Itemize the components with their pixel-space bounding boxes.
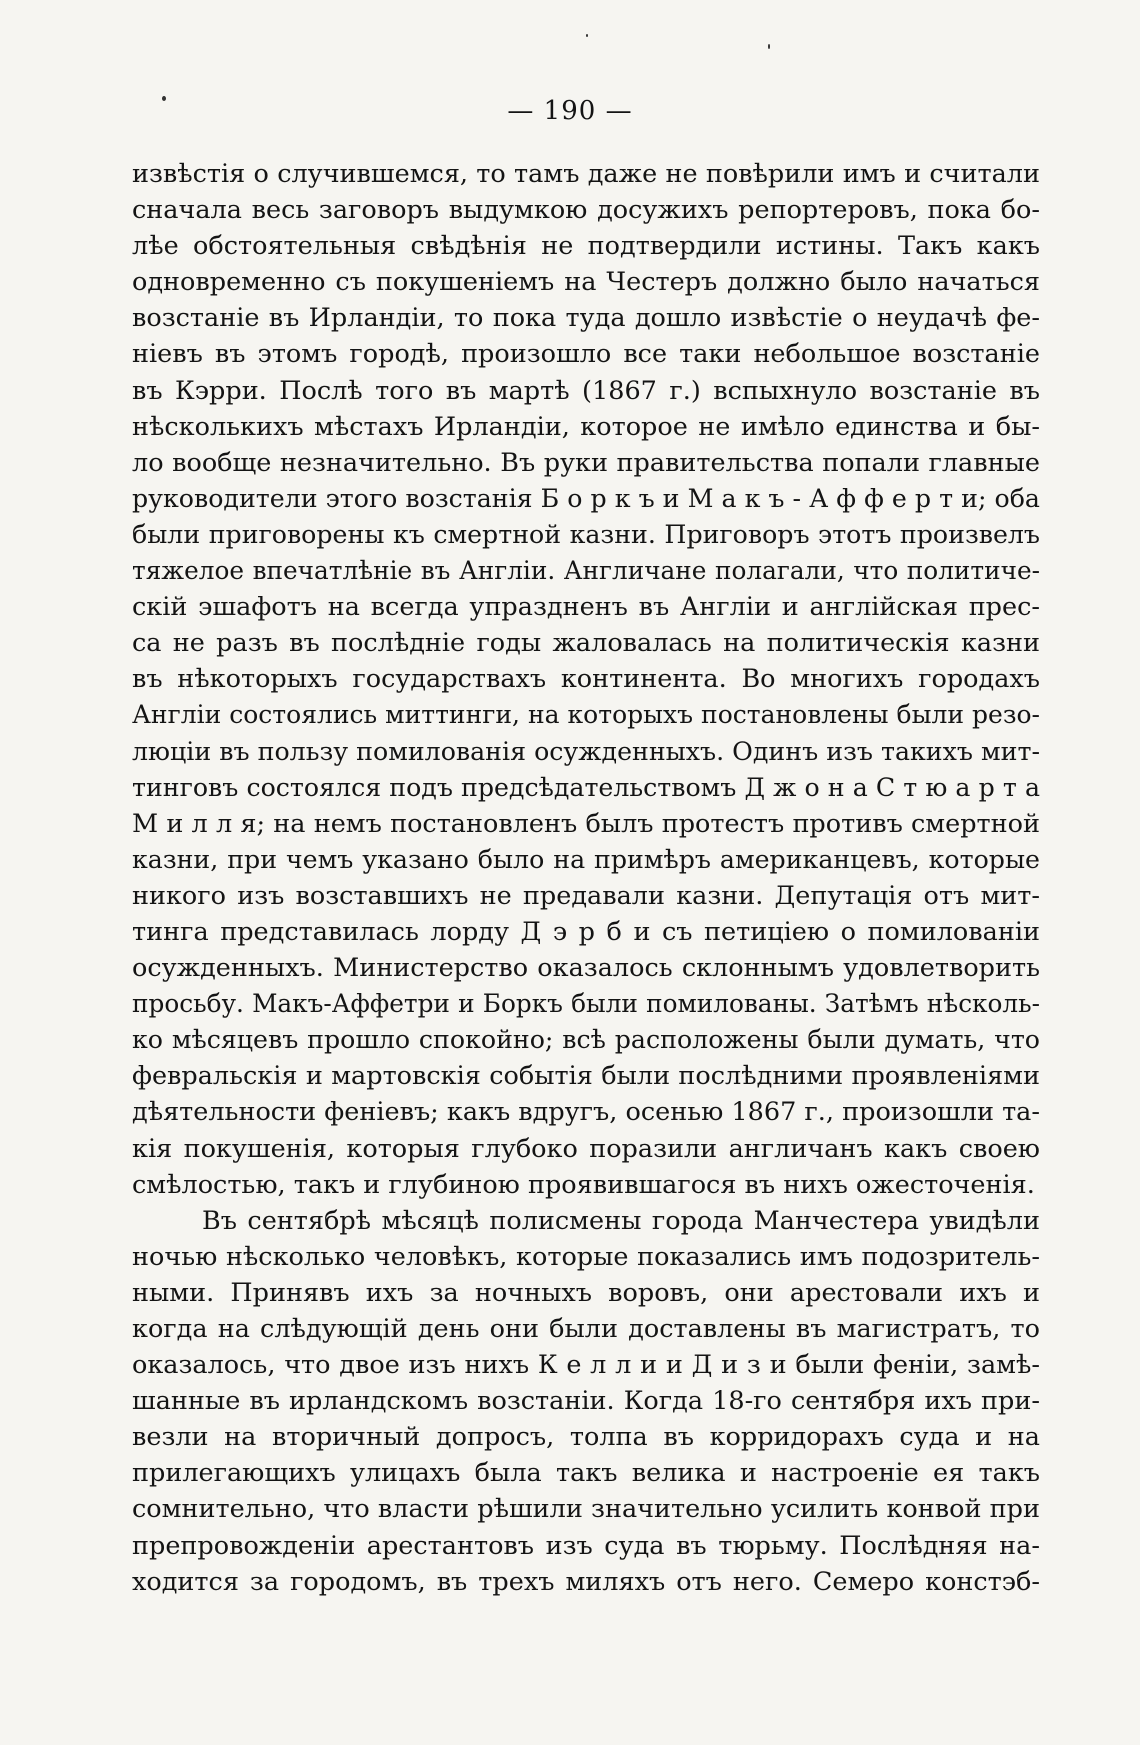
text-line: въ Кэрри. Послѣ того въ мартѣ (1867 г.) вспыхнуло возстаніе въ bbox=[132, 375, 1040, 406]
text-line: тинга представилась лорду Д э р б и съ петиціею о помилованіи bbox=[132, 916, 1040, 947]
text-line: тинговъ состоялся подъ предсѣдательствомъ Д ж о н а С т ю а р т а bbox=[132, 772, 1040, 802]
text-line: ходится за городомъ, въ трехъ миляхъ отъ него. Семеро констэб- bbox=[132, 1566, 1040, 1597]
text-line: никого изъ возставшихъ не предавали казни. Депутація отъ мит- bbox=[132, 880, 1040, 911]
paragraph-start-line: Въ сентябрѣ мѣсяцѣ полисмены города Манчестера увидѣли bbox=[202, 1205, 1040, 1236]
text-line: са не разъ въ послѣдніе годы жаловалась на политическія казни bbox=[132, 628, 1040, 659]
text-line: осужденныхъ. Министерство оказалось склоннымъ удовлетворить bbox=[132, 953, 1040, 984]
text-line: везли на вторичный допросъ, толпа въ корридорахъ суда и на bbox=[132, 1422, 1040, 1453]
text-line: лѣе обстоятельныя свѣдѣнія не подтвердили истины. Такъ какъ bbox=[132, 231, 1040, 262]
text-line: оказалось, что двое изъ нихъ К е л л и и Д и з и были феніи, замѣ- bbox=[132, 1350, 1040, 1381]
text-line: дѣятельности феніевъ; какъ вдругъ, осенью 1867 г., произошли та- bbox=[132, 1097, 1040, 1128]
text-line: февральскія и мартовскія событія были послѣдними проявленіями bbox=[132, 1061, 1040, 1092]
text-line: просьбу. Макъ-Аффетри и Боркъ были помилованы. Затѣмъ нѣсколь- bbox=[132, 989, 1040, 1019]
body-text bbox=[132, 156, 1040, 1600]
text-line: Англіи состоялись миттинги, на которыхъ постановлены были резо- bbox=[132, 700, 1040, 730]
print-speck bbox=[586, 34, 588, 37]
text-line: ло вообще незначительно. Въ руки правительства попали главные bbox=[132, 447, 1040, 478]
text-line: нѣсколькихъ мѣстахъ Ирландіи, которое не имѣло единства и бы- bbox=[132, 411, 1040, 442]
text-line: ко мѣсяцевъ прошло спокойно; всѣ расположены были думать, что bbox=[132, 1025, 1040, 1055]
text-line: были приговорены къ смертной казни. Приговоръ этотъ произвелъ bbox=[132, 519, 1040, 549]
text-line: извѣстія о случившемся, то тамъ даже не повѣрили имъ и считали bbox=[132, 159, 1040, 189]
text-line: шанные въ ирландскомъ возстаніи. Когда 18-го сентября ихъ при- bbox=[132, 1386, 1040, 1417]
text-line: тяжелое впечатлѣніе въ Англіи. Англичане полагали, что политиче- bbox=[132, 556, 1040, 586]
text-line: ночью нѣсколько человѣкъ, которые показались имъ подозритель- bbox=[132, 1241, 1040, 1272]
page-number: — 190 — bbox=[507, 96, 633, 126]
text-line: М и л л я; на немъ постановленъ былъ протестъ противъ смертной bbox=[132, 808, 1040, 839]
print-speck bbox=[768, 44, 770, 49]
text-line: сначала весь заговоръ выдумкою досужихъ репортеровъ, пока бо- bbox=[132, 195, 1040, 226]
text-line: люціи въ пользу помилованія осужденныхъ. Одинъ изъ такихъ мит- bbox=[132, 736, 1040, 766]
text-line: сомнительно, что власти рѣшили значительно усилить конвой при bbox=[132, 1494, 1040, 1525]
text-line: руководители этого возстанія Б о р к ъ и М а к ъ - А ф ф е р т и; оба bbox=[132, 483, 1040, 513]
text-line: скій эшафотъ на всегда упраздненъ въ Англіи и англійская прес- bbox=[132, 592, 1040, 623]
text-line: кія покушенія, которыя глубоко поразили англичанъ какъ своею bbox=[132, 1133, 1040, 1164]
text-line: ніевъ въ этомъ городѣ, произошло все таки небольшое возстаніе bbox=[132, 339, 1040, 370]
text-line: прилегающихъ улицахъ была такъ велика и настроеніе ея такъ bbox=[132, 1458, 1040, 1489]
text-line: возстаніе въ Ирландіи, то пока туда дошло извѣстіе о неудачѣ фе- bbox=[132, 303, 1040, 334]
text-line: одновременно съ покушеніемъ на Честеръ должно было начаться bbox=[132, 267, 1040, 298]
text-line: препровожденіи арестантовъ изъ суда въ тюрьму. Послѣдняя на- bbox=[132, 1530, 1040, 1561]
text-line: когда на слѣдующій день они были доставлены въ магистратъ, то bbox=[132, 1314, 1040, 1344]
paragraph-end-line: смѣлостью, такъ и глубиною проявившагося въ нихъ ожесточенія. bbox=[132, 1169, 1035, 1200]
text-line: казни, при чемъ указано было на примѣръ американцевъ, которые bbox=[132, 844, 1040, 874]
text-line: въ нѣкоторыхъ государствахъ континента. Во многихъ городахъ bbox=[132, 664, 1040, 695]
text-line: ными. Принявъ ихъ за ночныхъ воровъ, они арестовали ихъ и bbox=[132, 1277, 1040, 1308]
